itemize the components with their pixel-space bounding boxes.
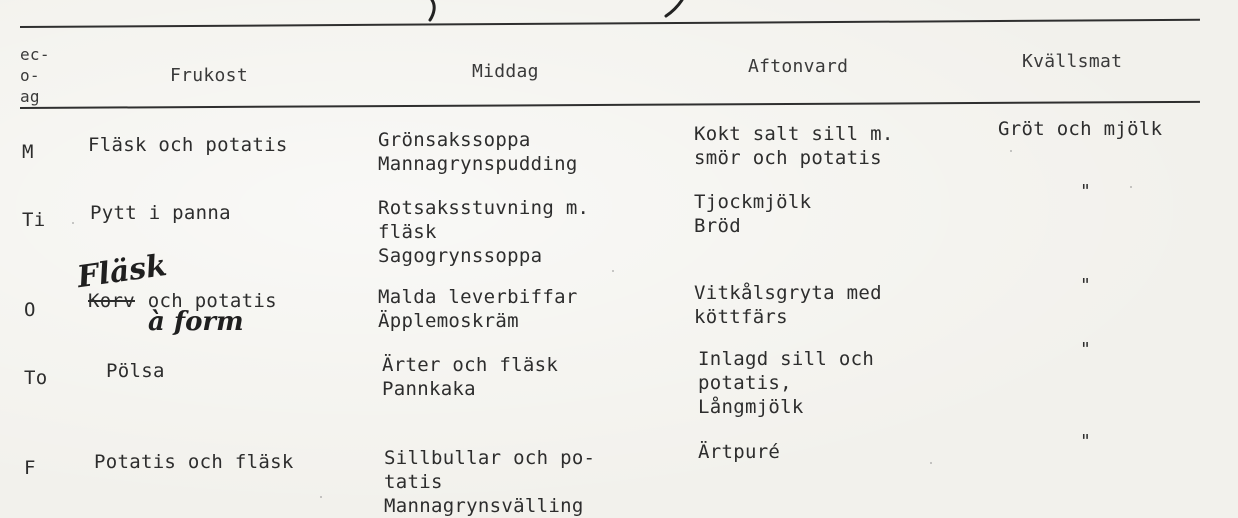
row-frukost: Fläsk och potatis — [88, 134, 288, 156]
row-aftonvard: Kokt salt sill m. smör och potatis — [694, 123, 894, 169]
row-frukost: Potatis och fläsk — [94, 451, 294, 473]
row-kvallsmat: Gröt och mjölk — [998, 118, 1163, 140]
handwritten-flask-annotation — [76, 248, 176, 294]
row-middag: Ärter och fläsk Pannkaka — [382, 354, 559, 400]
row-kvallsmat-ditto: " — [1080, 181, 1092, 202]
row-aftonvard: Ärtpuré — [698, 441, 781, 463]
header-day-column: ec- o- ag — [20, 45, 50, 106]
row-middag: Malda leverbiffar Äpplemoskräm — [378, 286, 578, 332]
row-kvallsmat-ditto: " — [1080, 431, 1092, 452]
row-day-label: To — [24, 367, 48, 389]
row-aftonvard: Vitkålsgryta med köttfärs — [694, 282, 882, 328]
header-rule-line — [20, 101, 1200, 109]
row-frukost: Pölsa — [106, 360, 165, 382]
paper-speck — [612, 270, 614, 272]
svg-text:Fläsk: Fläsk — [75, 248, 169, 296]
row-middag: Sillbullar och po- tatis Mannagrynsvälling — [384, 447, 596, 517]
header-frukost: Frukost — [170, 65, 248, 86]
row-aftonvard: Inlagd sill och potatis, Långmjölk — [698, 348, 875, 418]
row-day-label: O — [24, 299, 36, 321]
row-frukost: Pytt i panna — [90, 202, 231, 224]
paper-speck — [1010, 150, 1012, 152]
row-aftonvard: Tjockmjölk Bröd — [694, 191, 812, 237]
row-day-label: Ti — [22, 209, 46, 231]
handwritten-a-form-annotation — [146, 304, 296, 340]
row-middag: Grönsakssoppa Mannagrynspudding — [378, 129, 578, 175]
row-day-label: M — [22, 141, 34, 163]
row-kvallsmat-ditto: " — [1080, 275, 1092, 296]
header-kvallsmat: Kvällsmat — [1022, 51, 1123, 72]
row-day-label: F — [24, 457, 36, 479]
row-frukost-struck-word: Korv — [88, 290, 135, 312]
paper-speck — [930, 462, 932, 464]
paper-speck — [320, 496, 322, 498]
paper-speck — [72, 222, 74, 224]
header-middag: Middag — [472, 61, 539, 82]
svg-text:à form: à form — [148, 307, 244, 337]
row-kvallsmat-ditto: " — [1080, 339, 1092, 360]
row-middag: Rotsaksstuvning m. fläsk Sagogrynssoppa — [378, 197, 590, 267]
top-handwriting-fragment — [420, 0, 720, 24]
row-frukost-rest: och potatis — [136, 290, 277, 312]
paper-speck — [1130, 186, 1132, 188]
header-aftonvard: Aftonvard — [748, 56, 849, 77]
